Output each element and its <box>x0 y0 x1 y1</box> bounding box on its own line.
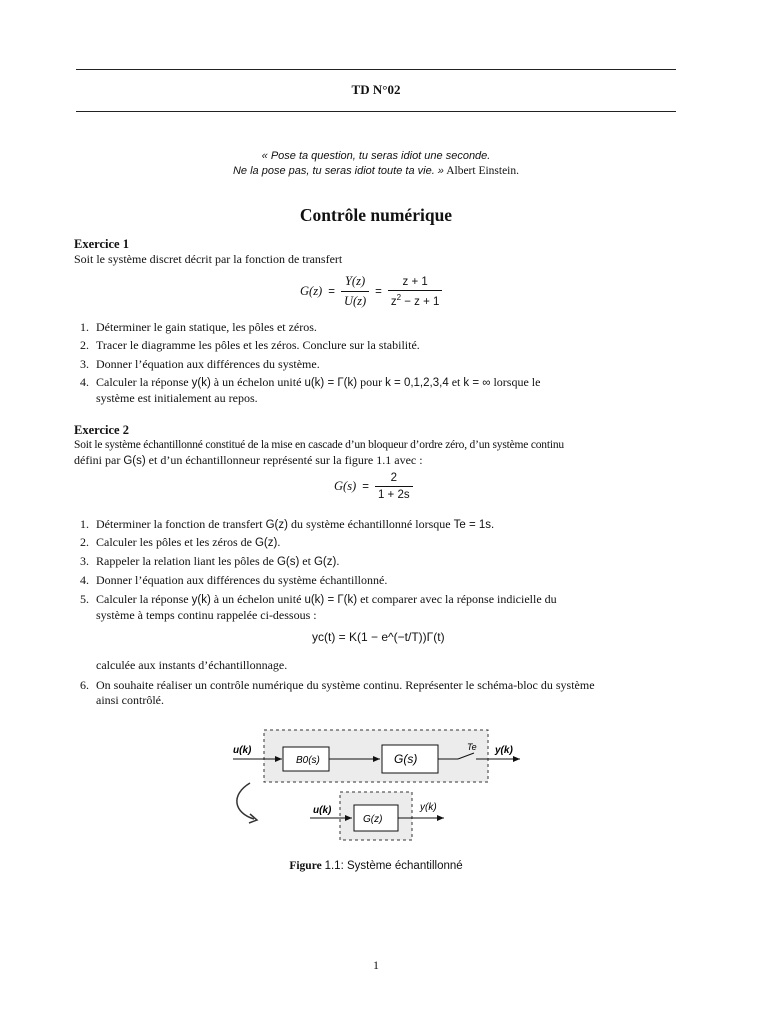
top-rule <box>76 69 676 70</box>
exercise-2-equation-5: yc(t) = K(1 − e^(−t/T))Γ(t) <box>312 630 445 644</box>
ex2-item-1: 1. Déterminer la fonction de transfert G(z) du système échantillonné lorsque Te = 1s. <box>80 517 495 531</box>
main-title: Contrôle numérique <box>299 205 453 225</box>
ex2-item-6: 6. On souhaite réaliser un contrôle numérique du système continu. Représenter le schéma-bloc du système ainsi contrôlé. <box>80 678 595 707</box>
block-diagram <box>220 725 540 850</box>
header-bottom-rule <box>76 111 676 112</box>
output-label: y(k) <box>495 745 513 756</box>
exercise-2-equation: G(s) = $\frac{2}{1 + 2s}$ <box>334 472 413 501</box>
exercise-1-equation: G(z) = $\frac{Y(z)}{U(z)}$ = $\frac{z + 1}{z^2 - z + 1}$ <box>300 274 442 309</box>
gz-label: G(z) <box>363 814 383 825</box>
header-title: TD N°02 <box>351 82 401 97</box>
output-label-2: y(k) <box>420 802 437 813</box>
ex1-item-2: 2. Tracer le diagramme les pôles et les zéros. Conclure sur la stabilité. <box>80 338 420 352</box>
exercise-1-heading: Exercice 1 <box>74 237 129 251</box>
ex2-item-3: 3. Rappeler la relation liant les pôles de G(s) et G(z). <box>80 554 340 568</box>
input-label: u(k) <box>233 745 252 756</box>
exercise-2-intro-line-2: défini par G(s) et d’un échantillonneur représenté sur la figure 1.1 avec : <box>74 453 423 467</box>
ex2-item-2: 2. Calculer les pôles et les zéros de G(z). <box>80 535 281 549</box>
sampling-period-label: Te <box>467 742 477 752</box>
quote-line-2: Ne la pose pas, tu seras idiot toute ta vie. » Albert Einstein. <box>232 165 520 177</box>
quote-author: Albert Einstein. <box>446 165 520 177</box>
quote-line-1: « Pose ta question, tu seras idiot une seconde. <box>261 150 491 162</box>
ex1-item-4: 4. Calculer la réponse y(k) à un échelon unité u(k) = Γ(k) pour k = 0,1,2,3,4 et k = ∞ lorsque le système est initialement au repos. <box>80 375 541 405</box>
page-number: 1 <box>373 958 379 972</box>
gs-label: G(s) <box>394 752 418 766</box>
exercise-2-intro-line-1: Soit le système échantillonné constitué de la mise en cascade d’un bloqueur d’ordre zéro, d’un système continu <box>74 439 564 451</box>
curved-arrow <box>237 783 254 819</box>
zoh-label: B0(s) <box>296 755 320 766</box>
ex2-item-5: 5. Calculer la réponse y(k) à un échelon unité u(k) = Γ(k) et comparer avec la réponse indicielle du système à temps continu rappelée ci-dessous : <box>80 592 557 622</box>
ex1-item-3: 3. Donner l’équation aux différences du système. <box>80 357 320 371</box>
ex2-item-4: 4. Donner l’équation aux différences du système échantillonné. <box>80 573 388 587</box>
ex1-item-1: 1. Déterminer le gain statique, les pôles et zéros. <box>80 320 317 334</box>
input-label-2: u(k) <box>313 805 332 816</box>
exercise-2-heading: Exercice 2 <box>74 423 129 437</box>
figure-caption: Figure 1.1: Système échantillonné <box>289 860 463 872</box>
ex2-after-5: calculée aux instants d’échantillonnage. <box>96 658 288 672</box>
exercise-1-intro: Soit le système discret décrit par la fonction de transfert <box>74 252 343 266</box>
